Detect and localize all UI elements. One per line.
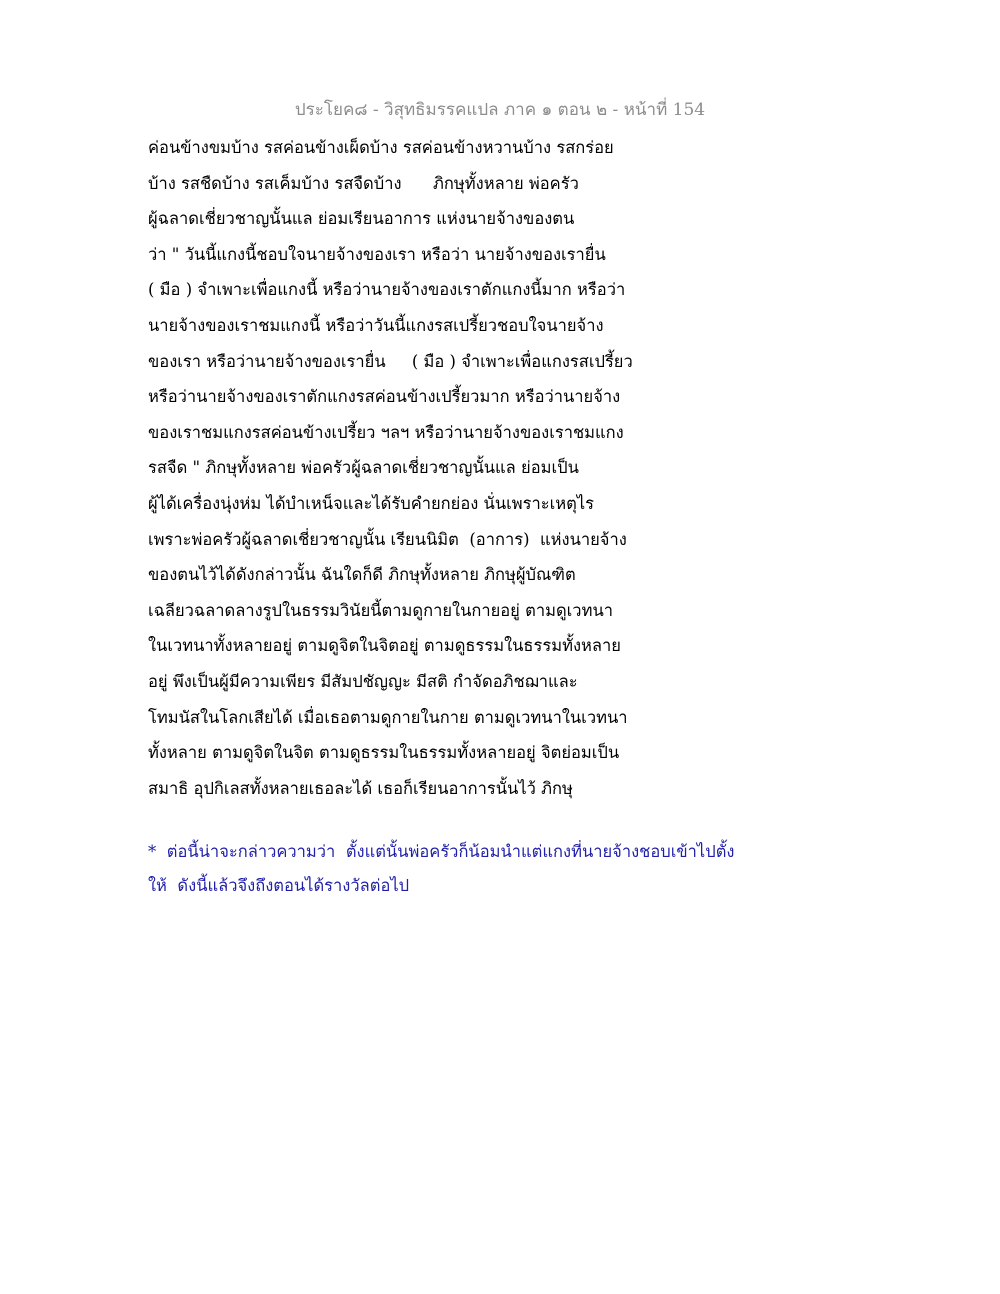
body-line: สมาธิ อุปกิเลสทั้งหลายเธอละได้ เธอก็เรียนอาการนั้นไว้ ภิกษุ [148,778,573,798]
body-line: ของเราชมแกงรสค่อนข้างเปรี้ยว ฯลฯ หรือว่านายจ้างของเราชมแกง [148,422,624,442]
body-line: หรือว่านายจ้างของเราตักแกงรสค่อนข้างเปรี้ยวมาก หรือว่านายจ้าง [148,387,621,407]
body-text [148,130,748,806]
body-line: ( มือ ) จำเพาะเพื่อแกงนี้ หรือว่านายจ้างของเราตักแกงนี้มาก หรือว่า [148,280,626,300]
body-line: รสจืด " ภิกษุทั้งหลาย พ่อครัวผู้ฉลาดเชี่ยวชาญนั้นแล ย่อมเป็น [148,458,579,478]
footnote [148,835,768,903]
body-line: ของเรา หรือว่านายจ้างของเรายื่น ( มือ ) จำเพาะเพื่อแกงรสเปรี้ยว [148,351,633,371]
body-line: เพราะพ่อครัวผู้ฉลาดเชี่ยวชาญนั้น เรียนนิมิต (อาการ) แห่งนายจ้าง [148,529,627,549]
body-line: ในเวทนาทั้งหลายอยู่ ตามดูจิตในจิตอยู่ ตามดูธรรมในธรรมทั้งหลาย [148,636,621,656]
body-line: โทมนัสในโลกเสียได้ เมื่อเธอตามดูกายในกาย ตามดูเวทนาในเวทนา [148,707,628,727]
body-line: ของตนไว้ได้ดังกล่าวนั้น ฉันใดก็ดี ภิกษุทั้งหลาย ภิกษุผู้บัณฑิต [148,565,576,585]
body-line: ผู้ได้เครื่องนุ่งห่ม ได้บำเหน็จและได้รับคำยกย่อง นั่นเพราะเหตุไร [148,493,594,513]
page-header: ประโยค๘ - วิสุทธิมรรคแปล ภาค ๑ ตอน ๒ - หน้าที่ 154 [294,100,706,120]
body-line: ผู้ฉลาดเชี่ยวชาญนั้นแล ย่อมเรียนอาการ แห่งนายจ้างของตน [148,209,575,229]
body-line: อยู่ พึงเป็นผู้มีความเพียร มีสัมปชัญญะ มีสติ กำจัดอภิชฌาและ [148,671,578,691]
body-line: เฉลียวฉลาดลางรูปในธรรมวินัยนี้ตามดูกายในกายอยู่ ตามดูเวทนา [148,600,613,620]
footnote-line: * ต่อนี้น่าจะกล่าวความว่า ตั้งแต่นั้นพ่อครัวก็น้อมนำแต่แกงที่นายจ้างชอบเข้าไปตั้ง [148,842,735,861]
body-line: นายจ้างของเราชมแกงนี้ หรือว่าวันนี้แกงรสเปรี้ยวชอบใจนายจ้าง [148,315,604,335]
body-line: ว่า " วันนี้แกงนี้ชอบใจนายจ้างของเรา หรือว่า นายจ้างของเรายื่น [148,244,606,264]
footnote-line: ให้ ดังนี้แล้วจึงถึงตอนได้รางวัลต่อไป [148,876,410,895]
body-line: บ้าง รสชืดบ้าง รสเค็มบ้าง รสจืดบ้าง ภิกษุทั้งหลาย พ่อครัว [148,173,579,193]
body-line: ค่อนข้างขมบ้าง รสค่อนข้างเผ็ดบ้าง รสค่อนข้างหวานบ้าง รสกร่อย [148,138,614,157]
body-line: ทั้งหลาย ตามดูจิตในจิต ตามดูธรรมในธรรมทั้งหลายอยู่ จิตย่อมเป็น [148,743,620,763]
